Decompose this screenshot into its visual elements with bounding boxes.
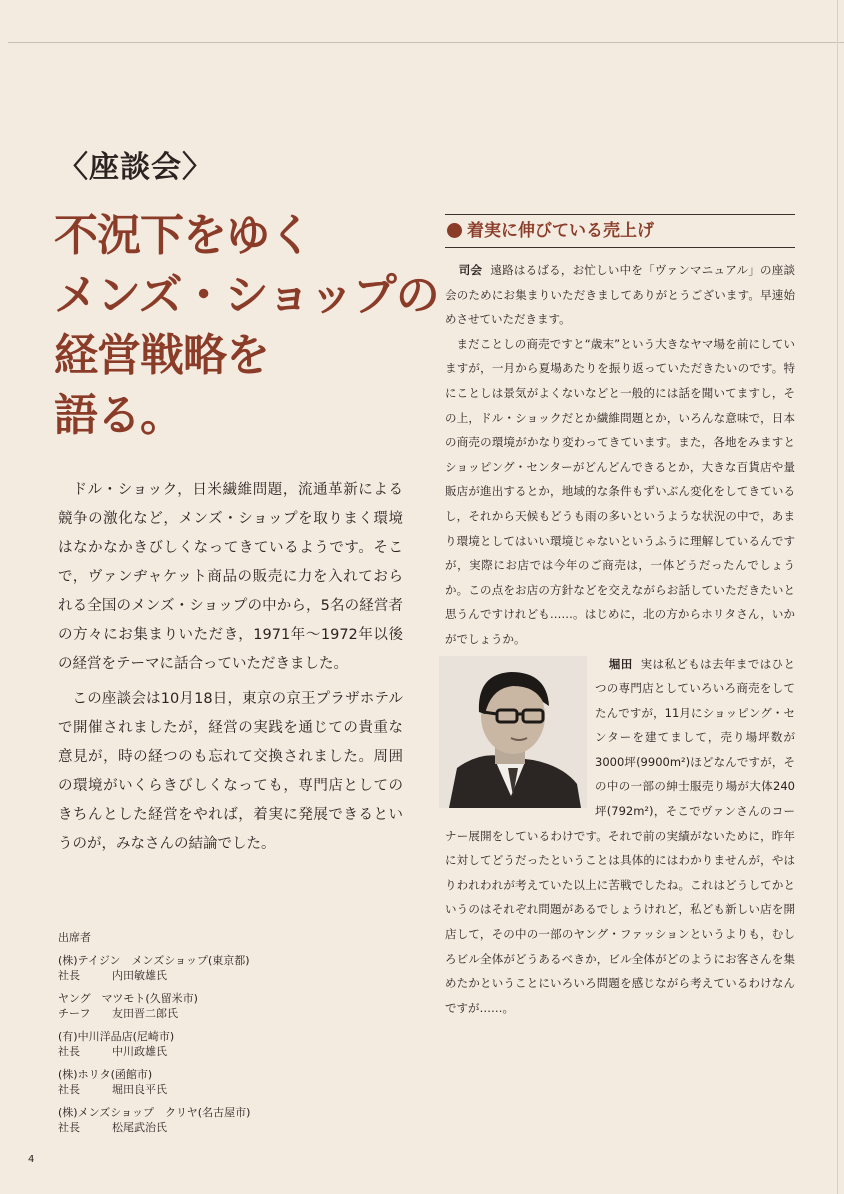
attendee-role: 社長: [58, 1083, 80, 1096]
page-edge: [837, 0, 838, 1194]
top-rule: [8, 42, 844, 43]
host-paragraph-2: まだことしの商売ですと“歳末”という大きなヤマ場を前にしていますが，一月から夏場あたりを振り返っていただきたいのです。特にことしは景気がよくないなどと一般的には話を聞いてますし，その上，ドル・ショックだとか繊維問題とか，いろんな意味で，日本の商売の環境がかなり変わってきています。また，各地をみますとショッピング・センターがどんどんできるとか，大きな百貨店や量販店が進出するとか，地域的な条件もずいぶん変化をしてきているし，それから天候もどうも雨の多いというような状況の中で，あまり環境としてはいい環境じゃないというふうに理解しているんですが，実際にお店では今年のご商売は，一体どうだったんでしょうか。この点をお店の方針などを交えながらお話していただきたいと思うんですけれども……。はじめに，北の方からホリタさん，いかがでしょうか。: [445, 336, 795, 646]
attendee-name: 内田敏雄氏: [112, 969, 167, 982]
attendee-company: ヤング マツモト(久留米市): [58, 992, 198, 1005]
attendee: [58, 1067, 318, 1097]
lead-paragraph-2: この座談会は10月18日，東京の京王プラザホテルで開催されましたが，経営の実践を通じての貴重な意見が，時の経つのも忘れて交換されました。周囲の環境がいくらきびしくなっても，専門店としてのきちんとした経営をやれば，着実に発展できるというのが，みなさんの結論でした。: [58, 691, 403, 852]
attendee-name: 中川政雄氏: [112, 1045, 167, 1058]
attendee-role: チーフ: [58, 1007, 91, 1020]
attendees-list: [58, 930, 318, 1143]
attendee-name: 松尾武治氏: [112, 1121, 167, 1134]
speaker-photo: [439, 656, 587, 808]
attendee: [58, 953, 318, 983]
lead-text: [58, 476, 403, 865]
headline-line-1: 不況下をゆく: [54, 210, 312, 261]
attendee-role: 社長: [58, 1121, 80, 1134]
attendee-company: (株)メンズショップ クリヤ(名古屋市): [58, 1106, 251, 1119]
discussion-text: [445, 258, 795, 1020]
host-paragraph: [445, 258, 795, 332]
attendee-company: (株)テイジン メンズショップ(東京都): [58, 954, 250, 967]
attendee: [58, 991, 318, 1021]
page-number: 4: [28, 1154, 35, 1165]
attendee-role: 社長: [58, 1045, 80, 1058]
bullet-dot-icon: [447, 223, 462, 238]
attendee-company: (有)中川洋品店(尼崎市): [58, 1030, 175, 1043]
attendee-name: 友田晋二郎氏: [112, 1007, 178, 1020]
discussion-column: [445, 214, 795, 1020]
headline-line-2: メンズ・ショップの: [54, 270, 439, 321]
hotta-text: 実は私どもは去年まではひとつの専門店としていろいろ商売をしてたんですが，11月にショッピング・センターを建てまして，売り場坪数が3000坪(9900m²)ほどなんですが，その中の一部の紳士服売り場が大体240坪(792m²)，そこでヴァンさんのコーナー展開をしているわけです。それで前の実績がないために，昨年に対してどうだったということは具体的にはわかりませんが，やはりわれわれが考えていた以上に苦戦でしたね。これはどうしてかというのはそれぞれ問題があるでしょうけれど，私ども新しい店を開店して，その中の一部のヤング・ファッションというよりも，むしろビル全体がどうあるべきか，ビル全体がどのようにお客さんを集めたかということにいろいろ問題を感じながら考えているわけなんですが……。: [445, 656, 796, 1015]
attendee: [58, 1105, 318, 1135]
lead-paragraph-1: ドル・ショック，日米繊維問題，流通革新による競争の激化など，メンズ・ショップを取りまく環境はなかなかきびしくなってきているようです。そこで，ヴァンヂャケット商品の販売に力を入れておられる全国のメンズ・ショップの中から，5名の経営者の方々にお集まりいただき，1971年〜1972年以後の経営をテーマに話合っていただきました。: [58, 482, 403, 672]
attendee: [58, 1029, 318, 1059]
headline: [54, 206, 439, 446]
attendee-role: 社長: [58, 969, 80, 982]
section-label: 〈座談会〉: [58, 150, 213, 185]
sub-heading: [445, 214, 795, 248]
portrait-image: [439, 656, 587, 808]
attendees-heading: 出席者: [58, 931, 91, 944]
attendee-name: 堀田良平氏: [112, 1083, 167, 1096]
speaker-label-host: 司会: [458, 263, 483, 277]
host-text: 遠路はるばる，お忙しい中を「ヴァンマニュアル」の座談会のためにお集まりいただきましてありがとうございます。早速始めさせていただきます。: [445, 263, 796, 327]
attendee-company: (株)ホリタ(函館市): [58, 1068, 153, 1081]
speaker-label-hotta: 堀田: [608, 656, 633, 671]
headline-line-4: 語る。: [54, 390, 183, 441]
sub-heading-text: 着実に伸びている売上げ: [467, 221, 654, 241]
headline-line-3: 経営戦略を: [54, 330, 269, 381]
